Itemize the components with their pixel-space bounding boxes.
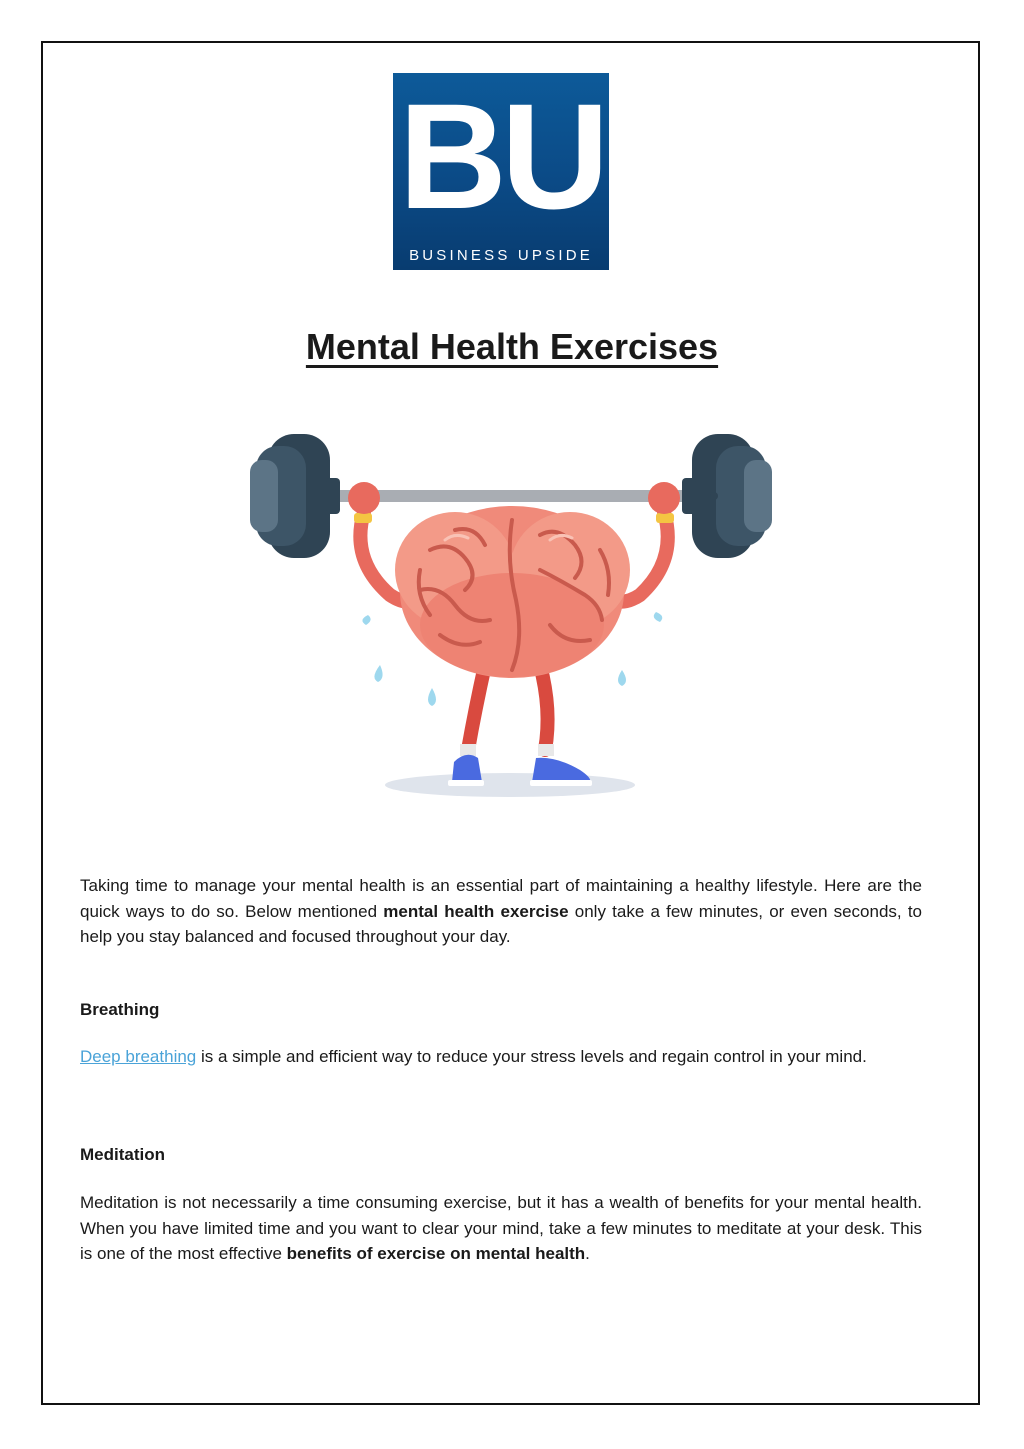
intro-text-2: only take a few minutes, or even seconds, to help you stay balanced and focused throughout your day. [80,901,923,946]
brain-lifting-barbell-icon [240,420,790,810]
logo-letters: BU [398,72,604,240]
meditation-text: Meditation is not necessarily a time consuming exercise, but it has a wealth of benefits for your mental health. When you have limited time and you want to clear your mind, take a few minutes to meditate at your desk. This is one of the most effective [80,1193,922,1263]
meditation-end: . [585,1244,590,1263]
logo-tagline: BUSINESS UPSIDE [409,247,593,264]
business-upside-logo [393,73,609,270]
meditation-bold: benefits of exercise on mental health [286,1244,586,1263]
deep-breathing-link[interactable]: Deep breathing [80,1047,197,1066]
meditation-paragraph [80,1190,922,1267]
intro-paragraph [80,873,922,950]
section-heading-meditation: Meditation [80,1145,165,1164]
breathing-text: is a simple and efficient way to reduce your stress levels and regain control in your mind. [196,1047,867,1066]
page-title: Mental Health Exercises [305,326,719,367]
intro-text-1: Taking time to manage your mental health is an essential part of maintaining a healthy lifestyle. Here are the quick ways to do so. Below mentioned [80,876,922,921]
intro-bold: mental health exercise [383,901,569,921]
section-heading-breathing: Breathing [80,1000,160,1019]
breathing-paragraph [80,1044,922,1070]
